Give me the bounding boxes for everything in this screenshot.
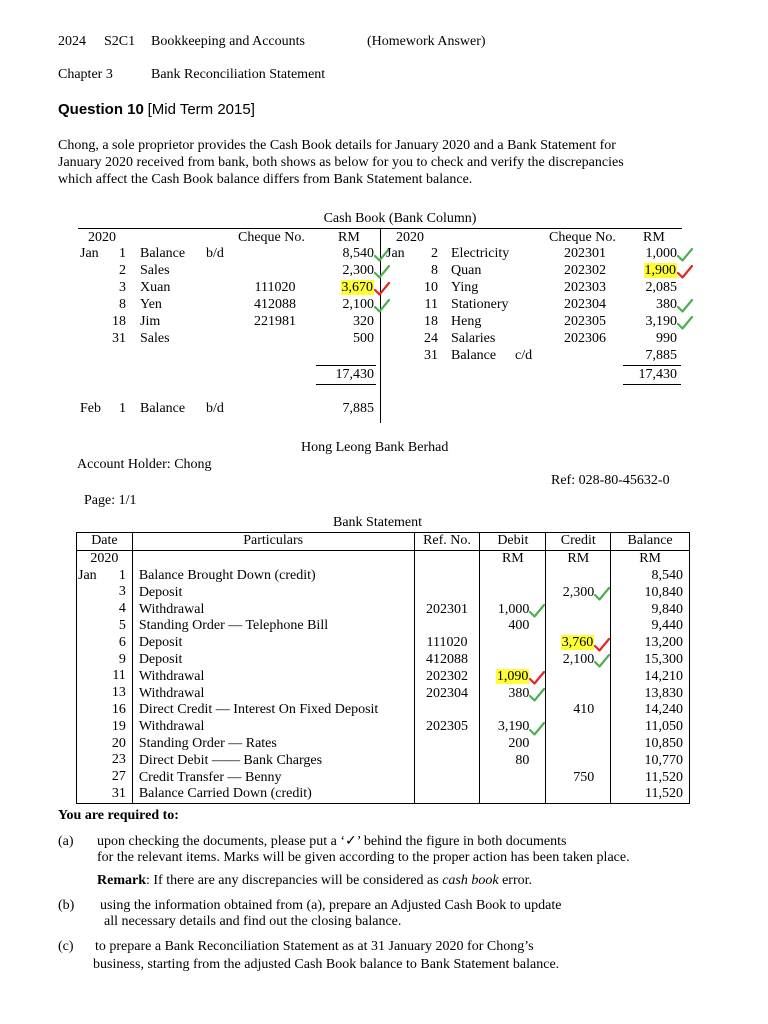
row-date (77, 635, 133, 652)
row-debit: 1,090 (496, 668, 529, 684)
row-debit-cell (480, 752, 546, 769)
row-day: 19 (111, 718, 126, 734)
row-debit-cell (480, 568, 546, 585)
row-particular: Deposit (132, 635, 414, 652)
tick-green-icon (529, 687, 545, 703)
row-credit-cell (546, 685, 611, 702)
entry-amount: 3,190 (645, 314, 677, 329)
entry-amount-cell (300, 297, 374, 313)
row-ref (414, 584, 480, 601)
col-debit: Debit (480, 533, 546, 551)
entry-day: 1 (119, 246, 126, 261)
row-particular: Credit Transfer — Benny (132, 769, 414, 786)
entry-amount-cell (300, 280, 374, 296)
entry-particular: Heng (451, 314, 482, 329)
row-debit-cell (480, 719, 546, 736)
entry-suffix: b/d (206, 246, 224, 261)
row-day: 9 (118, 651, 126, 667)
entry-amount: 2,100 (342, 297, 374, 312)
row-credit-cell (546, 568, 611, 585)
remark-end: error. (498, 873, 533, 888)
row-particular: Direct Debit —— Bank Charges (132, 752, 414, 769)
entry-cheque: 202303 (564, 280, 606, 295)
row-particular: Withdrawal (132, 719, 414, 736)
bd-particular: Balance (140, 401, 186, 416)
row-particular: Withdrawal (132, 668, 414, 685)
req-a-label: (a) (58, 834, 74, 849)
row-balance: 9,440 (611, 618, 690, 635)
row-credit-cell (546, 752, 611, 769)
row-day: 16 (111, 701, 126, 717)
entry-cheque: 202301 (564, 246, 606, 261)
cashbook-cr-rm-header: RM (643, 230, 665, 245)
tick-green-icon (594, 586, 610, 602)
table-row (77, 769, 690, 786)
row-date (77, 584, 133, 601)
cashbook-credit-total: 17,430 (638, 367, 677, 382)
col-date: Date (77, 533, 133, 551)
req-a-line2: for the relevant items. Marks will be given according to the proper action has been taken place. (97, 850, 630, 865)
row-ref: 412088 (414, 652, 480, 669)
row-day: 1 (118, 567, 126, 583)
row-balance: 9,840 (611, 601, 690, 618)
row-day: 20 (111, 735, 126, 751)
row-debit-cell (480, 702, 546, 719)
row-balance: 13,200 (611, 635, 690, 652)
row-particular: Standing Order — Telephone Bill (132, 618, 414, 635)
cashbook-dr-rm-header: RM (338, 230, 360, 245)
row-credit-cell (546, 618, 611, 635)
question-heading (58, 101, 255, 119)
header-subject: Bookkeeping and Accounts (151, 34, 305, 49)
entry-amount-cell (600, 348, 677, 364)
table-row (77, 752, 690, 769)
cashbook-cr-cheque-header: Cheque No. (549, 230, 616, 245)
col-balance: Balance (611, 533, 690, 551)
entry-particular: Xuan (140, 280, 171, 295)
entry-amount: 1,900 (644, 263, 676, 278)
entry-particular: Balance (451, 348, 497, 363)
sub-debit-rm: RM (480, 550, 546, 567)
entry-amount: 8,540 (342, 246, 374, 261)
table-row (77, 719, 690, 736)
entry-particular: Electricity (451, 246, 510, 261)
entry-particular: Stationery (451, 297, 509, 312)
bd-amount: 7,885 (342, 401, 374, 416)
row-day: 31 (111, 785, 126, 801)
row-ref (414, 736, 480, 753)
row-debit-cell (480, 618, 546, 635)
sub-balance-rm: RM (611, 550, 690, 567)
row-debit: 3,190 (497, 719, 530, 735)
row-ref (414, 702, 480, 719)
table-row (77, 685, 690, 702)
statement-title: Bank Statement (333, 515, 423, 530)
row-ref: 111020 (414, 635, 480, 652)
entry-cheque: 111020 (254, 280, 296, 295)
bd-suffix: b/d (206, 401, 224, 416)
row-day: 6 (118, 634, 126, 650)
table-subheader-row (77, 550, 690, 567)
sub-empty (414, 550, 480, 567)
row-credit-cell (546, 769, 611, 786)
row-credit-cell (546, 719, 611, 736)
cashbook-title: Cash Book (Bank Column) (323, 211, 477, 226)
row-balance: 11,050 (611, 719, 690, 736)
row-ref (414, 568, 480, 585)
entry-day: 24 (424, 331, 438, 346)
cashbook-debit-total: 17,430 (335, 367, 374, 382)
row-debit: 1,000 (497, 601, 530, 617)
entry-amount-cell (600, 280, 677, 296)
row-day: 4 (118, 601, 126, 617)
entry-day: 2 (431, 246, 438, 261)
req-c-label: (c) (58, 939, 74, 954)
row-date (77, 752, 133, 769)
dr-total-rule-bottom (316, 384, 376, 385)
entry-day: 11 (424, 297, 438, 312)
tick-green-icon (374, 298, 390, 312)
row-debit-cell (480, 736, 546, 753)
entry-cheque: 412088 (254, 297, 296, 312)
row-date (77, 668, 133, 685)
row-balance: 13,830 (611, 685, 690, 702)
required-heading: You are required to: (58, 808, 179, 823)
entry-day: 8 (119, 297, 126, 312)
remark-label: Remark (97, 873, 146, 888)
row-ref: 202304 (414, 685, 480, 702)
sub-empty (132, 550, 414, 567)
bank-ref: Ref: 028-80-45632-0 (551, 473, 670, 488)
row-ref (414, 786, 480, 803)
tick-red-icon (374, 281, 390, 295)
row-date (77, 568, 133, 585)
row-balance: 8,540 (611, 568, 690, 585)
row-date (77, 618, 133, 635)
table-row (77, 736, 690, 753)
row-credit-cell (546, 635, 611, 652)
row-date (77, 719, 133, 736)
entry-cheque: 202306 (564, 331, 606, 346)
row-ref: 202301 (414, 601, 480, 618)
row-date (77, 702, 133, 719)
row-day: 13 (111, 685, 126, 701)
entry-cheque: 221981 (254, 314, 296, 329)
account-holder: Account Holder: Chong (77, 457, 212, 472)
entry-amount-cell (300, 263, 374, 279)
row-ref (414, 769, 480, 786)
row-date (77, 685, 133, 702)
entry-particular: Balance (140, 246, 186, 261)
tick-red-icon (677, 264, 693, 278)
table-row (77, 652, 690, 669)
entry-amount-cell (300, 314, 374, 330)
entry-cheque: 202305 (564, 314, 606, 329)
row-debit-cell (480, 635, 546, 652)
row-date (77, 652, 133, 669)
remark-italic: cash book (442, 873, 499, 888)
entry-suffix: c/d (515, 348, 533, 363)
entry-amount: 7,885 (645, 348, 677, 363)
req-b-line2: all necessary details and find out the closing balance. (104, 914, 402, 929)
row-particular: Withdrawal (132, 601, 414, 618)
row-credit-cell (546, 668, 611, 685)
chapter-label: Chapter 3 (58, 67, 113, 82)
entry-day: 31 (112, 331, 126, 346)
row-credit: 2,300 (562, 584, 595, 600)
entry-month: Jan (80, 246, 99, 261)
row-debit: 200 (508, 735, 530, 751)
entry-day: 18 (424, 314, 438, 329)
table-row (77, 786, 690, 803)
entry-amount-cell (600, 297, 677, 313)
row-credit-cell (546, 702, 611, 719)
tick-green-icon (594, 654, 610, 670)
row-date (77, 601, 133, 618)
tick-green-icon (529, 603, 545, 619)
row-day: 5 (118, 617, 126, 633)
cashbook-cr-year: 2020 (396, 230, 424, 245)
row-debit-cell (480, 769, 546, 786)
table-row (77, 601, 690, 618)
sub-credit-rm: RM (546, 550, 611, 567)
entry-cheque: 202302 (564, 263, 606, 278)
row-debit: 380 (508, 685, 530, 701)
question-title: Question 10 (58, 101, 144, 118)
tick-green-icon (529, 721, 545, 737)
entry-amount-cell (300, 246, 374, 262)
entry-particular: Sales (140, 331, 170, 346)
cashbook-dr-year: 2020 (88, 230, 116, 245)
entry-day: 3 (119, 280, 126, 295)
table-row (77, 584, 690, 601)
row-particular: Standing Order — Rates (132, 736, 414, 753)
dr-total-rule-top (316, 365, 376, 366)
bd-month: Feb (80, 401, 101, 416)
row-credit-cell (546, 786, 611, 803)
req-c-line1: to prepare a Bank Reconciliation Statement as at 31 January 2020 for Chong’s (95, 939, 534, 954)
cr-total-rule-top (623, 365, 681, 366)
col-credit: Credit (546, 533, 611, 551)
row-date (77, 769, 133, 786)
req-b-label: (b) (58, 898, 75, 913)
row-debit-cell (480, 786, 546, 803)
entry-amount: 380 (656, 297, 677, 312)
row-day: 23 (111, 752, 126, 768)
row-day: 3 (118, 584, 126, 600)
table-header-row (77, 533, 690, 551)
entry-amount: 320 (353, 314, 374, 329)
table-row (77, 668, 690, 685)
entry-amount-cell (600, 263, 677, 279)
entry-amount: 2,085 (645, 280, 677, 295)
entry-day: 10 (424, 280, 438, 295)
row-debit-cell (480, 668, 546, 685)
entry-day: 8 (431, 263, 438, 278)
row-month: Jan (78, 567, 97, 583)
entry-amount-cell (600, 314, 677, 330)
entry-particular: Ying (451, 280, 479, 295)
intro-line: which affect the Cash Book balance differs from Bank Statement balance. (58, 172, 473, 187)
row-credit: 2,100 (562, 651, 595, 667)
row-debit-cell (480, 652, 546, 669)
intro-line: Chong, a sole proprietor provides the Cash Book details for January 2020 and a Bank Statement for (58, 138, 616, 153)
entry-particular: Salaries (451, 331, 496, 346)
row-day: 27 (111, 769, 126, 785)
row-debit-cell (480, 584, 546, 601)
remark-text: : If there are any discrepancies will be considered as (146, 873, 443, 888)
row-balance: 10,850 (611, 736, 690, 753)
entry-particular: Sales (140, 263, 170, 278)
col-particulars: Particulars (132, 533, 414, 551)
row-date (77, 786, 133, 803)
page-number: Page: 1/1 (84, 493, 137, 508)
row-credit-cell (546, 736, 611, 753)
table-row (77, 702, 690, 719)
entry-day: 18 (112, 314, 126, 329)
table-row (77, 635, 690, 652)
row-balance: 11,520 (611, 786, 690, 803)
row-particular: Withdrawal (132, 685, 414, 702)
entry-particular: Quan (451, 263, 482, 278)
bank-name: Hong Leong Bank Berhad (301, 440, 449, 455)
cr-total-rule-bottom (623, 384, 681, 385)
req-b-line1: using the information obtained from (a), prepare an Adjusted Cash Book to update (100, 898, 562, 913)
entry-amount: 3,670 (341, 280, 373, 295)
row-balance: 14,240 (611, 702, 690, 719)
entry-day: 31 (424, 348, 438, 363)
tick-green-icon (677, 315, 693, 329)
question-intro (58, 137, 624, 188)
entry-amount: 1,000 (645, 246, 677, 261)
row-day: 11 (112, 668, 126, 684)
row-ref (414, 752, 480, 769)
header-note: (Homework Answer) (367, 34, 486, 49)
entry-particular: Jim (140, 314, 161, 329)
tick-green-icon (677, 298, 693, 312)
chapter-title: Bank Reconciliation Statement (151, 67, 326, 82)
entry-cheque: 202304 (564, 297, 606, 312)
entry-day: 2 (119, 263, 126, 278)
row-credit-cell (546, 601, 611, 618)
tick-green-icon (374, 264, 390, 278)
row-debit: 80 (515, 752, 530, 768)
row-credit: 410 (573, 702, 595, 718)
row-ref: 202302 (414, 668, 480, 685)
bd-day: 1 (119, 401, 126, 416)
row-balance: 11,520 (611, 769, 690, 786)
entry-amount-cell (300, 331, 374, 347)
entry-amount: 2,300 (342, 263, 374, 278)
req-c-line2: business, starting from the adjusted Cash Book balance to Bank Statement balance. (93, 957, 560, 972)
tick-red-icon (529, 670, 545, 686)
row-ref: 202305 (414, 719, 480, 736)
entry-particular: Yen (140, 297, 162, 312)
entry-amount: 990 (656, 331, 677, 346)
tick-red-icon (594, 637, 610, 653)
req-a-line1: upon checking the documents, please put a ‘✓’ behind the figure in both documents (97, 834, 567, 849)
row-particular: Deposit (132, 652, 414, 669)
entry-month: Jan (386, 246, 405, 261)
row-debit-cell (480, 601, 546, 618)
remark (97, 873, 532, 889)
row-credit-cell (546, 652, 611, 669)
table-row (77, 568, 690, 585)
entry-amount: 500 (353, 331, 374, 346)
entry-amount-cell (600, 246, 677, 262)
cashbook-dr-cheque-header: Cheque No. (238, 230, 305, 245)
row-particular: Deposit (132, 584, 414, 601)
row-debit: 400 (508, 618, 530, 634)
table-row (77, 618, 690, 635)
row-balance: 14,210 (611, 668, 690, 685)
row-credit: 750 (573, 769, 595, 785)
row-credit: 3,760 (561, 635, 594, 651)
entry-amount-cell (600, 331, 677, 347)
header-year: 2024 (58, 34, 86, 49)
row-balance: 10,770 (611, 752, 690, 769)
row-ref (414, 618, 480, 635)
header-class: S2C1 (104, 34, 136, 49)
sub-year: 2020 (77, 550, 133, 567)
row-particular: Balance Brought Down (credit) (132, 568, 414, 585)
row-date (77, 736, 133, 753)
row-particular: Direct Credit — Interest On Fixed Deposit (132, 702, 414, 719)
bank-statement-table (76, 532, 690, 804)
row-particular: Balance Carried Down (credit) (132, 786, 414, 803)
question-source: [Mid Term 2015] (147, 101, 255, 118)
row-balance: 15,300 (611, 652, 690, 669)
row-balance: 10,840 (611, 584, 690, 601)
tick-green-icon (677, 247, 693, 261)
row-debit-cell (480, 685, 546, 702)
intro-line: January 2020 received from bank, both shows as below for you to check and verify the discrepancies (58, 155, 624, 170)
col-ref: Ref. No. (414, 533, 480, 551)
row-credit-cell (546, 584, 611, 601)
